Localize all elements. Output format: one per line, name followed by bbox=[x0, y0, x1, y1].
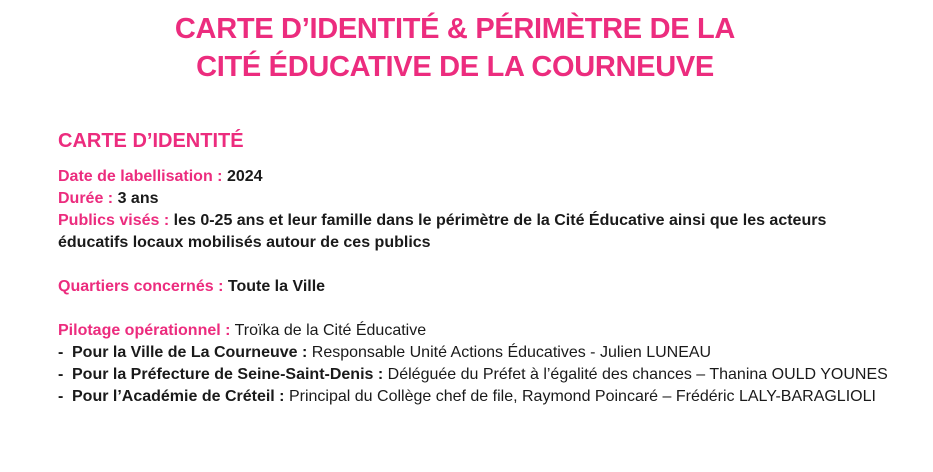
duree-label: Durée : bbox=[58, 190, 114, 207]
pilotage-value: Troïka de la Cité Éducative bbox=[234, 322, 427, 339]
list-item bbox=[58, 364, 900, 386]
pilotage-row bbox=[58, 320, 900, 342]
duree-row bbox=[58, 188, 900, 210]
bullet-dash: - bbox=[58, 366, 64, 383]
list-item-label: Pour la Préfecture de Seine-Saint-Denis : bbox=[72, 366, 384, 383]
duree-value: 3 ans bbox=[117, 190, 159, 207]
publics-row bbox=[58, 210, 900, 254]
page-title-line-1: CARTE D’IDENTITÉ & PÉRIMÈTRE DE LA bbox=[174, 13, 736, 45]
bullet-dash: - bbox=[58, 388, 64, 405]
labellisation-value: 2024 bbox=[226, 168, 263, 185]
bullet-dash: - bbox=[58, 344, 64, 361]
quartiers-row bbox=[58, 276, 900, 298]
list-item-text bbox=[72, 386, 900, 408]
quartiers-value: Toute la Ville bbox=[227, 278, 326, 295]
identity-card-section bbox=[58, 128, 900, 408]
list-item-value: Responsable Unité Actions Éducatives - Julien LUNEAU bbox=[311, 344, 712, 361]
publics-label: Publics visés : bbox=[58, 212, 170, 229]
spacer bbox=[58, 254, 900, 276]
pilotage-label: Pilotage opérationnel : bbox=[58, 322, 231, 339]
page-title-line-2: CITÉ ÉDUCATIVE DE LA COURNEUVE bbox=[196, 51, 714, 83]
list-item-value: Principal du Collège chef de file, Raymond Poincaré – Frédéric LALY-BARAGLIOLI bbox=[288, 388, 876, 405]
labellisation-label: Date de labellisation : bbox=[58, 168, 223, 185]
section-heading: CARTE D’IDENTITÉ bbox=[58, 130, 244, 152]
spacer bbox=[58, 298, 900, 320]
list-item-value: Déléguée du Préfet à l’égalité des chances – Thanina OULD YOUNES bbox=[387, 366, 888, 383]
list-item bbox=[58, 342, 900, 364]
list-item-text bbox=[72, 364, 900, 386]
list-item-text bbox=[72, 342, 900, 364]
quartiers-label: Quartiers concernés : bbox=[58, 278, 224, 295]
list-item-label: Pour l’Académie de Créteil : bbox=[72, 388, 285, 405]
list-item bbox=[58, 386, 900, 408]
publics-value: les 0-25 ans et leur famille dans le périmètre de la Cité Éducative ainsi que les acteurs éducatifs locaux mobilisés autour de ces publics bbox=[58, 212, 827, 251]
list-item-label: Pour la Ville de La Courneuve : bbox=[72, 344, 308, 361]
labellisation-row bbox=[58, 166, 900, 188]
page-title bbox=[0, 10, 910, 86]
